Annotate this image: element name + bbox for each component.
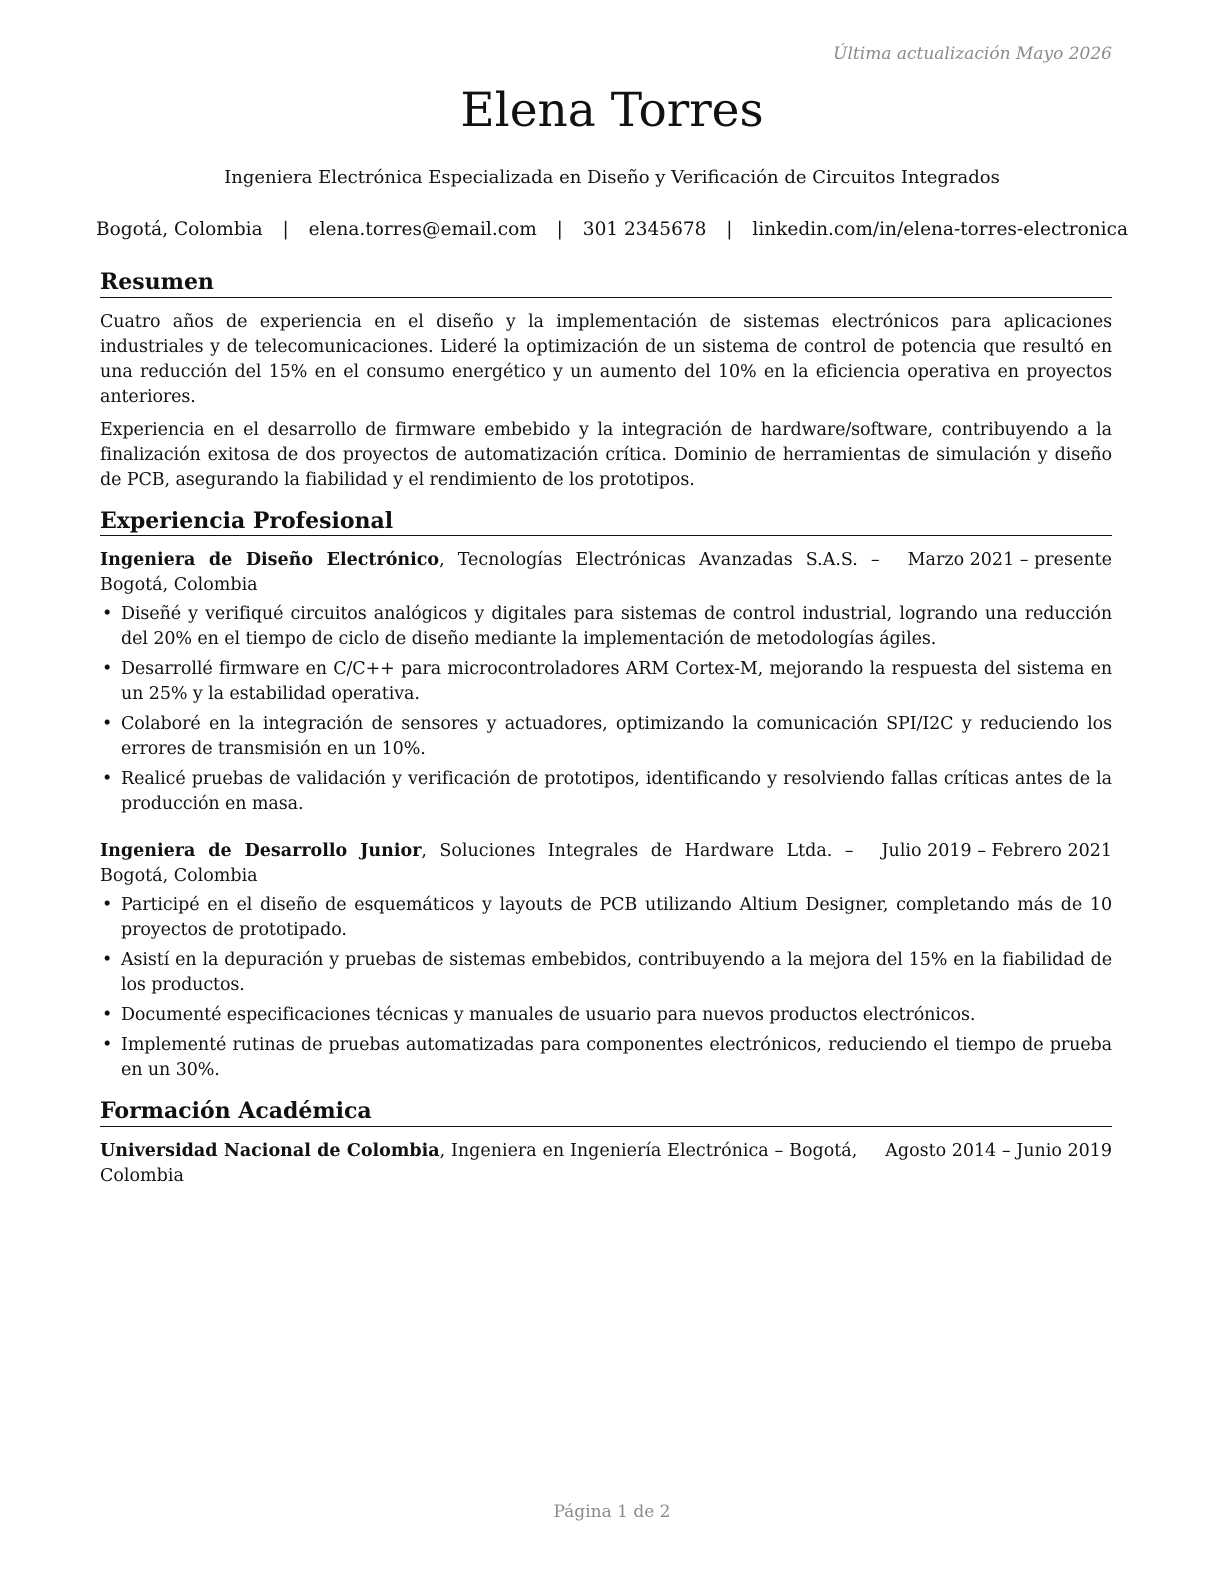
candidate-headline: Ingeniera Electrónica Especializada en Diseño y Verificación de Circuitos Integrados	[224, 167, 1000, 188]
education-section	[100, 1097, 1112, 1189]
job-role: Ingeniera de Desarrollo Junior	[100, 841, 422, 862]
list-item	[100, 1003, 1112, 1028]
contact-separator: |	[282, 219, 289, 240]
bullet-text: Diseñé y verifiqué circuitos analógicos y digitales para sistemas de control industrial, logrando una reducción del 20% en el tiempo de ciclo de diseño mediante la implementación de metodologías ágiles.	[121, 604, 1112, 650]
experience-section	[100, 507, 1112, 1084]
list-item	[100, 1033, 1112, 1083]
contact-line	[0, 219, 1224, 240]
resume-content	[100, 268, 1112, 1203]
job-company: , Tecnologías Electrónicas Avanzadas S.A.S. – Bogotá, Colombia	[100, 550, 880, 596]
education-institution: Universidad Nacional de Colombia	[100, 1140, 440, 1161]
list-item	[100, 712, 1112, 762]
contact-separator: |	[556, 219, 563, 240]
candidate-name: Elena Torres	[460, 83, 764, 138]
education-degree: , Ingeniera en Ingeniería Electrónica – Bogotá, Colombia	[100, 1140, 858, 1186]
section-title-experience: Experiencia Profesional	[100, 507, 1112, 537]
bullet-icon: •	[102, 895, 113, 916]
job-header	[100, 839, 1112, 889]
contact-email[interactable]: elena.torres@email.com	[308, 219, 537, 240]
job-title-line	[100, 839, 854, 889]
job-bullets	[100, 893, 1112, 1083]
list-item	[100, 893, 1112, 943]
job-title-line	[100, 548, 880, 598]
bullet-text: Colaboré en la integración de sensores y actuadores, optimizando la comunicación SPI/I2C y reduciendo los errores de transmisión en un 10%.	[121, 714, 1112, 760]
list-item	[100, 602, 1112, 652]
job-role: Ingeniera de Diseño Electrónico	[100, 550, 440, 571]
summary-paragraph: Experiencia en el desarrollo de firmware embebido y la integración de hardware/software, contribuyendo a la finalización exitosa de dos proyectos de automatización crítica. Dominio de herramientas de simulación y diseño de PCB, asegurando la fiabilidad y el rendimiento de los prototipos.	[100, 419, 1112, 490]
bullet-icon: •	[102, 1035, 113, 1056]
last-updated-note: Última actualización Mayo 2026	[833, 44, 1112, 64]
summary-section	[100, 268, 1112, 493]
job-header	[100, 548, 1112, 598]
bullet-text: Asistí en la depuración y pruebas de sistemas embebidos, contribuyendo a la mejora del 15% en la fiabilidad de los productos.	[121, 950, 1112, 996]
contact-phone[interactable]: 301 2345678	[582, 219, 707, 240]
bullet-icon: •	[102, 1005, 113, 1026]
bullet-icon: •	[102, 769, 113, 790]
job-entry	[100, 548, 1112, 817]
bullet-text: Implementé rutinas de pruebas automatizadas para componentes electrónicos, reduciendo el tiempo de prueba en un 30%.	[121, 1035, 1112, 1081]
contact-linkedin[interactable]: linkedin.com/in/elena-torres-electronica	[752, 219, 1128, 240]
section-title-summary: Resumen	[100, 268, 1112, 298]
summary-paragraph: Cuatro años de experiencia en el diseño y la implementación de sistemas electrónicos para aplicaciones industriales y de telecomunicaciones. Lideré la optimización de un sistema de control de potencia que resultó en una reducción del 15% en el consumo energético y un aumento del 10% en la eficiencia operativa en proyectos anteriores.	[100, 311, 1112, 407]
education-title-line	[100, 1139, 857, 1189]
list-item	[100, 767, 1112, 817]
list-item	[100, 948, 1112, 998]
contact-separator: |	[726, 219, 733, 240]
bullet-icon: •	[102, 604, 113, 625]
bullet-text: Participé en el diseño de esquemáticos y layouts de PCB utilizando Altium Designer, completando más de 10 proyectos de prototipado.	[121, 895, 1112, 941]
section-title-education: Formación Académica	[100, 1097, 1112, 1127]
bullet-icon: •	[102, 714, 113, 735]
job-dates: Marzo 2021 – presente	[907, 550, 1112, 571]
bullet-text: Documenté especificaciones técnicas y manuales de usuario para nuevos productos electrónicos.	[121, 1005, 976, 1026]
job-dates: Julio 2019 – Febrero 2021	[881, 841, 1112, 862]
education-entry	[100, 1139, 1112, 1189]
bullet-text: Realicé pruebas de validación y verificación de prototipos, identificando y resolviendo fallas críticas antes de la producción en masa.	[121, 769, 1112, 815]
job-bullets	[100, 602, 1112, 817]
bullet-icon: •	[102, 950, 113, 971]
job-company: , Soluciones Integrales de Hardware Ltda. – Bogotá, Colombia	[100, 841, 854, 887]
education-dates: Agosto 2014 – Junio 2019	[885, 1140, 1112, 1161]
job-entry	[100, 839, 1112, 1083]
page-indicator: Página 1 de 2	[553, 1502, 671, 1522]
bullet-text: Desarrollé firmware en C/C++ para microcontroladores ARM Cortex-M, mejorando la respuesta del sistema en un 25% y la estabilidad operativa.	[121, 659, 1112, 705]
bullet-icon: •	[102, 659, 113, 680]
list-item	[100, 657, 1112, 707]
contact-location: Bogotá, Colombia	[96, 219, 263, 240]
